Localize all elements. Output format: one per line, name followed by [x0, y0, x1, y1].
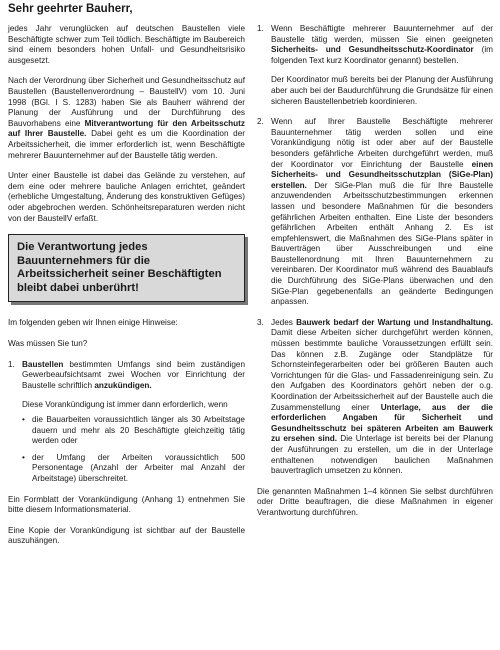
item-text: [271, 24, 493, 66]
right-column: [257, 24, 493, 529]
list-item-text: die Bauarbeiten voraussichtlich länger als 30 Arbeitstage dauern und mehr als 20 Beschäftigte gleichzeitig tätig werden oder: [32, 415, 245, 446]
regulation-emphasis: Mitverantwortung für den Arbeitsschutz auf Ihrer Baustelle.: [8, 118, 245, 139]
announcement-condition: Diese Vorankündigung ist immer dann erforderlich, wenn: [22, 400, 228, 410]
item-number: 1.: [8, 359, 15, 369]
item-emphasis-2: Unterlage, aus der die erforderlichen Angaben für Sicherheit und Gesundheitsschutz bei späteren Arbeiten am Bauwerk zu ersehen sind.: [271, 402, 493, 444]
what-to-do-question: Was müssen Sie tun?: [8, 339, 88, 349]
item-emphasis: Sicherheits- und Gesundheitsschutz-Koordinator: [271, 45, 474, 55]
item-text-body: Jedes: [271, 317, 297, 327]
construction-site-definition: Unter einer Baustelle ist dabei das Gelände zu verstehen, auf dem eine oder mehrere bauliche Anlagen errichtet, geändert (erhebliche Umgestaltung, Änderung des konstruktiven Gefüges) oder abgebrochen werden. Schönheitsreparaturen werden nicht von der BaustellV erfaßt.: [8, 171, 245, 223]
intro-paragraph: jedes Jahr verunglücken auf deutschen Baustellen viele Beschäftigte schwer zum Teil tödlich. Beschäftigte im Baubereich sind einem besonders hohen Unfall- und Gesundheitsrisiko ausgesetzt.: [8, 24, 245, 65]
left-column: [8, 24, 245, 557]
item-emphasis: Baustellen: [22, 359, 64, 369]
copy-notice-paragraph: Eine Kopie der Vorankündigung ist sichtbar auf der Baustelle auszuhängen.: [8, 525, 245, 546]
closing-paragraph: Die genannten Maßnahmen 1–4 können Sie selbst durchführen oder Dritte beauftragen, die diese Maßnahmen in eigener Verantwortung durchführen.: [257, 486, 493, 517]
item-emphasis-end: anzukündigen.: [94, 380, 152, 390]
regulation-paragraph: [8, 76, 245, 161]
item-text: [271, 318, 493, 477]
condition-list: [22, 415, 245, 485]
item-text-body: Wenn Beschäftigte mehrerer Bauunternehmer auf der Baustelle tätig werden, müssen Sie einen geeigneten: [271, 24, 493, 44]
regulation-text: Nach der Verordnung über Sicherheit und Gesundheitsschutz auf Baustellen (Baustellenverordnung – BaustellV) vom 10. Juni 1998 (BGl. I S. 1283) haben Sie als Bauherr während der Planung der Ausführung und der Durchführung des Bauvorhabens eine: [8, 76, 245, 128]
hints-intro: Im folgenden geben wir Ihnen einige Hinweise:: [8, 318, 178, 328]
numbered-item-3: [257, 318, 493, 477]
responsibility-callout: Die Verantwortung jedes Bauunternehmers für die Arbeitssicherheit seiner Beschäftigten bleibt dabei unberührt!: [8, 234, 245, 302]
item-number: 2.: [257, 117, 264, 127]
item-text-body: Wenn auf Ihrer Baustelle Beschäftigte mehrerer Bauunternehmer tätig werden sollen und eine Vorankündigung nötig ist oder aber auf der Baustelle besonders gefährliche Arbeiten durchgeführt werden, muß der Koordinator vor Einrichtung der Baustelle: [271, 117, 493, 169]
list-item-text: der Umfang der Arbeiten voraussichtlich 500 Personentage (Anzahl der Arbeiter mal Anzahl der Arbeitstage) überschreitet.: [32, 452, 245, 483]
numbered-item-1: [257, 24, 493, 66]
list-item: [22, 453, 245, 485]
bullet-icon: •: [22, 415, 25, 425]
item-number: 3.: [257, 317, 264, 327]
numbered-item-1: [8, 360, 245, 392]
item-text-cont: (im folgenden Text kurz Koordinator genannt) bestellen.: [271, 45, 494, 65]
item-text-cont: Der SiGe-Plan muß die für Ihre Baustelle anzuwendenden Arbeitsschutzbestimmungen erkennen lassen und besondere Maßnahmen für die besonders gefährlichen Arbeiten enthalten. Eine Liste der besonders gefährlichen Arbeiten enthält Anhang 2. Es ist empfehlenswert, die Maßnahmen des SiGe-Plans später in Bauverträgen über Ausschreibungen und eine Baustellenordnung mit Ihren Bauunternehmern zu vereinbaren. Der Koordinator muß während des Bauablaufs die Durchführung des SiGe-Plans überwachen und den SiGe-Plan gegebenenfalls an geänderte Bedingungen anpassen.: [271, 180, 493, 307]
bullet-icon: •: [22, 452, 25, 462]
item-text-end: Die Unterlage ist bereits bei der Planung der Ausführungen zu erstellen, um die in der Unterlage enthaltenen notwendigen baulichen Maßnahmen bauvertraglich umsetzen zu können.: [271, 434, 494, 476]
item-text: [22, 360, 245, 392]
item-number: 1.: [257, 24, 264, 33]
item-emphasis: Bauwerk bedarf der Wartung und Instandhaltung.: [296, 317, 493, 327]
item-text-body: bestimmten Umfangs sind beim zuständigen Gewerbeaufsichtsamt zwei Wochen vor Einrichtung der Baustelle schriftlich: [22, 359, 245, 390]
coordinator-paragraph: Der Koordinator muß bereits bei der Planung der Ausführung aber auch bei der Baudurchführung die Grundsätze für einen sicheren Baustellenbetrieb koordinieren.: [271, 75, 493, 106]
regulation-text-cont: Dabei geht es um die Koordination der Arbeitssicherheit, die immer erforderlich ist, wenn Beschäftigte mehrerer Bauunternehmer auf der Baustelle tätig werden.: [8, 129, 245, 160]
item-text: [271, 117, 493, 308]
list-item: [22, 415, 245, 447]
item-emphasis: einen Sicherheits- und Gesundheitsschutzplan (SiGe-Plan) erstellen.: [271, 159, 493, 190]
numbered-item-2: [257, 117, 493, 308]
item-text-cont: Damit diese Arbeiten sicher durchgeführt werden können, müssen bestimmte bauliche Voraussetzungen erfüllt sein. Das können z.B. Zugänge oder Standplätze für Schornsteinfegerarbeiten oder bei größeren Bauten auch Vorrichtungen für die Glas- und Fassadenreinigung sein. Zu den Aufgaben des Koordinators gehört neben der o.g. Koordination der Arbeitssicherheit auf der Baustelle auch die Zusammenstellung einer: [271, 328, 493, 412]
form-reference-paragraph: Ein Formblatt der Vorankündigung (Anhang 1) entnehmen Sie bitte diesem Informationsmaterial.: [8, 494, 245, 515]
salutation-heading: Sehr geehrter Bauherr,: [8, 3, 133, 15]
